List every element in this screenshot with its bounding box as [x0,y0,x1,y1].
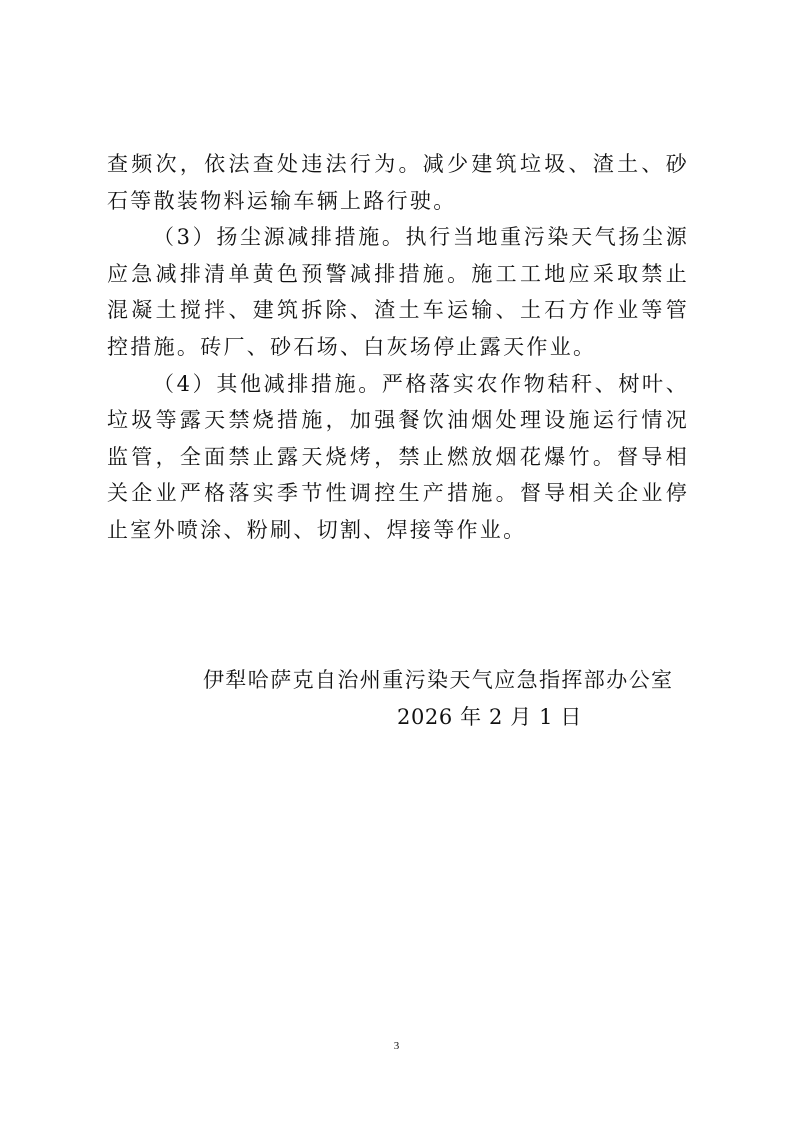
signature-organization: 伊犁哈萨克自治州重污染天气应急指挥部办公室 [203,668,674,692]
paragraph-dust-source-measures: （3）扬尘源减排措施。执行当地重污染天气扬尘源应急减排清单黄色预警减排措施。施工工地应采取禁止混凝土搅拌、建筑拆除、渣土车运输、土石方作业等管控措施。砖厂、砂石场、白灰场停止露天作业。 [107,225,689,359]
document-body [107,146,689,549]
signature-date: 2026 年 2 月 1 日 [397,705,582,729]
paragraph-continuation: 查频次，依法查处违法行为。减少建筑垃圾、渣土、砂石等散装物料运输车辆上路行驶。 [107,152,689,213]
page-number: 3 [393,1040,400,1052]
paragraph-other-measures: （4）其他减排措施。严格落实农作物秸秆、树叶、垃圾等露天禁烧措施，加强餐饮油烟处理设施运行情况监管，全面禁止露天烧烤，禁止燃放烟花爆竹。督导相关企业严格落实季节性调控生产措施。督导相关企业停止室外喷涂、粉刷、切割、焊接等作业。 [107,371,689,542]
